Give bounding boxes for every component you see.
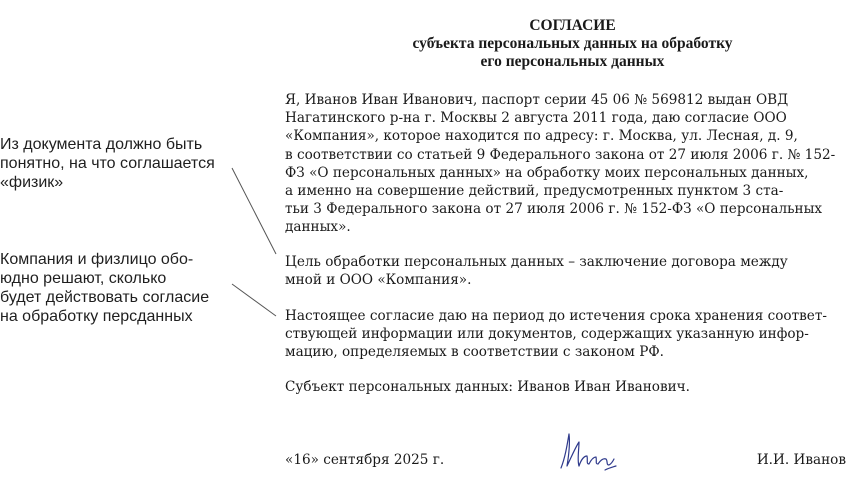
paragraph-line: в соответствии со статьей 9 Федерального закона от 27 июля 2006 г. № 152- — [285, 146, 836, 163]
paragraph-line: Нагатинского р-на г. Москвы 2 августа 2011 года, даю согласие ООО — [285, 110, 787, 127]
paragraph-line: мной и ООО «Компания». — [285, 272, 472, 289]
paragraph-line: Настоящее согласие даю на период до истечения срока хранения соответ- — [285, 308, 827, 324]
signer-name: И.И. Иванов — [756, 452, 846, 468]
annotation-line: на обработку персданных — [0, 308, 193, 325]
document-date: «16» сентября 2025 г. — [285, 452, 445, 468]
paragraph-line: ствующей информации или документов, содержащих указанную инфор- — [285, 326, 809, 343]
paragraph-line: Цель обработки персональных данных – заключение договора между — [285, 254, 788, 270]
document-title — [285, 17, 860, 71]
annotation-line: будет действовать согласие — [0, 289, 210, 306]
handwritten-signature — [553, 430, 619, 476]
leader-line-1 — [232, 168, 276, 254]
paragraph-line: ФЗ «О персональных данных» на обработку моих персональных данных, — [285, 164, 809, 181]
annotation-line: Компания и физлицо обо- — [0, 251, 194, 268]
annotation-line: «физик» — [0, 174, 64, 191]
paragraph-purpose — [285, 253, 788, 289]
paragraph-line: мацию, определяемых в соответствии с законом РФ. — [285, 344, 664, 361]
title-line: субъекта персональных данных на обработку — [412, 35, 733, 52]
paragraph-line: тьи 3 Федерального закона от 27 июля 2006 г. № 152-ФЗ «О персональных — [285, 201, 823, 218]
paragraph-consent — [285, 91, 835, 237]
paragraph-line: Я, Иванов Иван Иванович, паспорт серии 45 06 № 569812 выдан ОВД — [285, 92, 789, 108]
title-line: его персональных данных — [480, 53, 665, 70]
leader-line-2 — [232, 284, 276, 316]
paragraph-line: Субъект персональных данных: Иванов Иван Иванович. — [285, 379, 690, 395]
paragraph-line: а именно на совершение действий, предусмотренных пунктом 3 ста- — [285, 183, 784, 200]
title-line: СОГЛАСИЕ — [529, 17, 616, 34]
annotation-line: понятно, на что соглашается — [0, 155, 215, 172]
annotation-line: юдно решают, сколько — [0, 270, 167, 287]
paragraph-subject — [285, 378, 690, 396]
paragraph-line: данных». — [285, 219, 351, 236]
paragraph-period — [285, 307, 827, 362]
annotation-line: Из документа должно быть — [0, 136, 203, 153]
paragraph-line: «Компания», которое находится по адресу: г. Москва, ул. Лесная, д. 9, — [285, 128, 798, 145]
